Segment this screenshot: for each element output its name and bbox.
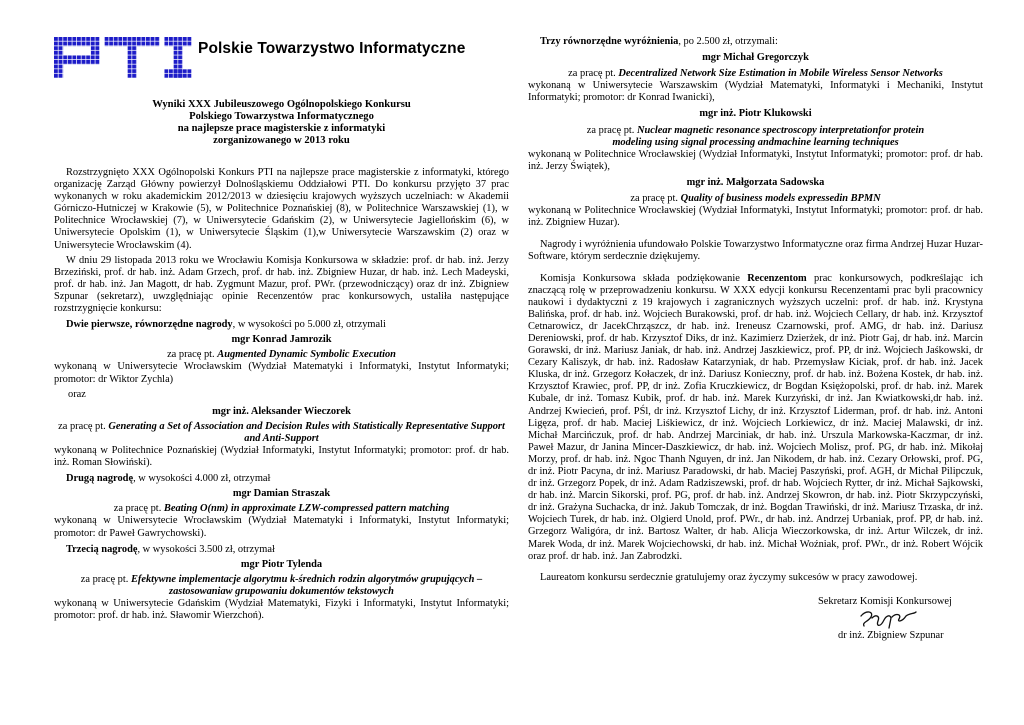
thesis-prefix: za pracę pt. bbox=[80, 573, 129, 585]
thesis-title: Beating O(nm) in approximate LZW-compressed pattern matching bbox=[163, 503, 450, 515]
thesis-title: Augmented Dynamic Symbolic Execution bbox=[217, 349, 396, 361]
reviewers-bold: Recenzentom bbox=[747, 272, 807, 284]
thesis-details: wykonaną w Politechnice Poznańskiej (Wydział Informatyki, Instytut Informatyki; promotor: prof. dr hab. inż. Roman Słowiński). bbox=[54, 444, 509, 469]
thesis-title-line bbox=[528, 125, 983, 149]
reviewers-paragraph bbox=[528, 273, 983, 563]
thesis-details: wykonaną w Uniwersytecie Warszawskim (Wydział Matematyki, Informatyki i Mechaniki, Instytut Informatyki; promotor: dr Konrad Iwanicki), bbox=[528, 80, 983, 104]
signature-block bbox=[528, 596, 983, 642]
winner-name: mgr Piotr Tylenda bbox=[240, 558, 323, 570]
oraz-text: oraz bbox=[68, 388, 86, 400]
thesis-title: Nuclear magnetic resonance spectroscopy interpretationfor protein modeling using signal processing andmachine learning techniques bbox=[612, 124, 925, 148]
thesis-title-line bbox=[528, 193, 983, 205]
pti-logo bbox=[54, 37, 192, 78]
committee-paragraph: W dniu 29 listopada 2013 roku we Wrocławiu Komisja Konkursowa w składzie: prof. dr hab. inż. Jerzy Brzeziński, prof. dr hab. inż. Adam Grzech, prof. dr hab. inż. Zbigniew Huzar, dr hab. inż. Lech Madeyski, prof. dr hab. inż. Jan Magott, dr hab. Zygmunt Mazur, prof. PWr. (przewodniczący) oraz dr inż. Zbigniew Szpunar (sekretarz), uwzględniając opinie Recenzentów prac konkursowych, ustaliła następujące rozstrzygnięcie konkursu: bbox=[54, 254, 509, 315]
title-line: na najlepsze prace magisterskie z informatyki bbox=[177, 123, 386, 135]
title-line: Wyniki XXX Jubileuszowego Ogólnopolskiego Konkursu bbox=[152, 99, 411, 110]
title-line: Polskiego Towarzystwa Informatycznego bbox=[189, 111, 374, 123]
second-prize-label: Drugą nagrodę bbox=[66, 473, 134, 485]
org-name: Polskie Towarzystwo Informatyczne bbox=[198, 40, 466, 58]
thesis-details: wykonaną w Uniwersytecie Wrocławskim (Wydział Matematyki i Informatyki, Instytut Informatyki; promotor: dr Wiktor Zychla) bbox=[54, 361, 509, 385]
honors-heading bbox=[528, 36, 983, 48]
second-prize-amount: , w wysokości 4.000 zł, otrzymał bbox=[133, 473, 271, 485]
third-prize-amount: , w wysokości 3.500 zł, otrzymał bbox=[137, 543, 275, 555]
left-body bbox=[54, 167, 509, 622]
handwritten-signature bbox=[858, 608, 918, 630]
thesis-title-line bbox=[54, 421, 509, 445]
winner-name: mgr Damian Straszak bbox=[232, 488, 331, 500]
thesis-title: Decentralized Network Size Estimation in Mobile Wireless Sensor Networks bbox=[618, 68, 943, 80]
thesis-details: wykonaną w Uniwersytecie Wrocławskim (Wydział Matematyki i Informatyki, Instytut Informatyki; promotor: dr Paweł Gawrychowski). bbox=[54, 515, 509, 539]
winner-name: mgr Konrad Jamrozik bbox=[231, 334, 332, 346]
document-title bbox=[54, 99, 509, 147]
intro-paragraph: Rozstrzygnięto XXX Ogólnopolski Konkurs PTI na najlepsze prace magisterskie z informatyki, którego organizację Zarząd Główny powierzył Dolnośląskiemu Oddziałowi PTI. Do konkursu przyjęto 37 prac wykonanych w roku akademickim 2012/2013 w dziesięciu krajowych wyższych uczelniach: w Akademii Górniczo-Hutniczej w Krakowie (5), w Politechnice Poznańskiej (8), w Politechnice Warszawskiej (1), w Politechnice Wrocławskiej (7), w Uniwersytecie Gdańskim (2), w Uniwersytecie Jagiellońskim (6), w Uniwersytecie Opolskim (1), w Uniwersytecie Śląskim (1),w Uniwersytecie Warszawskim (2) oraz w Uniwersytecie Wrocławskim (4). bbox=[54, 167, 509, 251]
title-line: zorganizowanego w 2013 roku bbox=[213, 135, 350, 147]
winner-name: mgr inż. Aleksander Wieczorek bbox=[212, 405, 351, 417]
honors-label: Trzy równorzędne wyróżnienia bbox=[540, 36, 679, 47]
second-prize-heading bbox=[54, 473, 509, 485]
thesis-details: wykonaną w Politechnice Wrocławskiej (Wydział Informatyki, Instytut Informatyki; promotor: prof. dr hab. inż. Jerzy Świątek), bbox=[528, 148, 983, 172]
signature-name: dr inż. Zbigniew Szpunar bbox=[838, 629, 944, 641]
thesis-title-line bbox=[528, 68, 983, 80]
thesis-prefix: za pracę pt. bbox=[568, 68, 616, 80]
thesis-title-line bbox=[54, 574, 509, 598]
thesis-title: Quality of business models expressedin BPMN bbox=[680, 193, 881, 205]
honoree-name: mgr inż. Piotr Klukowski bbox=[699, 108, 812, 120]
third-prize-label: Trzecią nagrodę bbox=[66, 543, 138, 555]
reviewers-text-start: Komisja Konkursowa składa podziękowanie bbox=[540, 272, 748, 284]
honoree-name: mgr Michał Gregorczyk bbox=[702, 52, 809, 64]
first-prize-label: Dwie pierwsze, równorzędne nagrody bbox=[66, 319, 233, 331]
first-prize-amount: , w wysokości po 5.000 zł, otrzymali bbox=[232, 319, 386, 331]
thesis-prefix: za pracę pt. bbox=[167, 349, 215, 361]
honors-amount: , po 2.500 zł, otrzymali: bbox=[678, 36, 778, 47]
honoree-name: mgr inż. Małgorzata Sadowska bbox=[686, 176, 825, 188]
right-body bbox=[528, 36, 983, 642]
signature-role: Sekretarz Komisji Konkursowej bbox=[818, 595, 952, 607]
thesis-title-line bbox=[54, 349, 509, 361]
thesis-prefix: za pracę pt. bbox=[630, 193, 678, 205]
thesis-title: Generating a Set of Association and Decision Rules with Statistically Representative Support and Anti-Support bbox=[108, 420, 505, 444]
thesis-prefix: za pracę pt. bbox=[586, 124, 635, 136]
thesis-title: Efektywne implementacje algorytmu k-średnich rodzin algorytmów grupujących – zastosowaniaw grupowaniu dokumentów tekstowych bbox=[130, 573, 483, 597]
closing-paragraph: Laureatom konkursu serdecznie gratulujemy oraz życzymy sukcesów w pracy zawodowej. bbox=[540, 571, 918, 583]
thesis-title-line bbox=[54, 503, 509, 515]
thesis-prefix: za pracę pt. bbox=[58, 420, 106, 432]
header bbox=[54, 37, 465, 78]
thesis-details: wykonaną w Politechnice Wrocławskiej (Wydział Informatyki, Instytut Informatyki; promotor: prof. dr hab. inż. Zbigniew Huzar). bbox=[528, 205, 983, 229]
third-prize-heading bbox=[54, 544, 509, 556]
reviewers-text-rest: prac konkursowych, podkreślając ich znaczącą rolę w przeprowadzeniu konkursu. W XXX edycji konkursu Recenzentami prac byli pracownicy naukowi i dydaktyczni z 19 krajowych i zagranicznych wyższych uczelni: prof. dr hab. inż. Krystyna Balińska, prof. dr hab. inż. Wojciech Burakowski, prof. dr hab. inż. Wojciech Cellary, dr hab. inż. Krzysztof Cetnarowicz, dr JacekChrząszcz, dr hab. inż. Ireneusz Czarnowski, prof. AMG, dr hab. inż. Dariusz Dereniowski, prof. dr hab. Krzysztof Diks, dr inż. Kazimierz Dzierżek, dr inż. Piotr Gaj, dr hab. inż. Marcin Gorawski, dr inż. Mariusz Janiak, dr hab. inż. Andrzej Jaszkiewicz, prof. PP, dr inż. Wojciech Jaśkowski, dr Cezary Kaliszyk, dr hab. inż. Radosław Katarzyniak, dr hab. Przemysław Kiciak, prof. dr hab. inż. Jacek Kluska, dr inż. Grzegorz Kołaczek, dr inż. Dariusz Konieczny, prof. dr hab. inż. Bożena Kostek, dr hab. inż. Krzysztof Krawiec, prof. PP, dr inż. Zofia Kruczkiewicz, dr Bogdan Księżopolski, prof. dr hab. inż. Marek Kubale, dr inż. Tomasz Kubik, prof. dr hab. inż. Marek Kurzyński, dr inż. Jan Kwiatkowski,dr hab. inż. Andrzej Kwiecień, prof. PŚl, dr inż. Krzysztof Lichy, dr inż. Krzysztof Liderman, prof. dr hab. inż. Antoni Ligęza, prof. dr hab. Maciej Liśkiewicz, dr inż. Wojciech Lorkiewicz, dr inż. Maciej Malawski, dr inż. Michał Marcińczuk, prof. dr hab. Andrzej Marciniak, dr hab. inż. Urszula Markowska-Kaczmar, dr inż. Paweł Mazur, dr Janina Mincer-Daszkiewicz, dr hab. inż. Wojciech Molisz, prof. PG, dr hab. inż. Mikołaj Morzy, prof. dr hab. inż. Ngoc Thanh Nguyen, dr inż. Jan Nikodem, dr hab. inż. Cezary Orłowski, prof. PG, dr inż. Piotr Pacyna, dr inż. Mariusz Paradowski, dr hab. Maciej Paszyński, prof. AGH, dr Michał Pilipczuk, dr inż. Grzegorz Popek, dr inż. Adam Radziszewski, prof. dr hab. Wojciech Rytter, dr inż. Michał Sajkowski, dr hab. inż. Marcin Sikorski, prof. PG, prof. dr hab. inż. Andrzej Skowron, dr hab. inż. Piotr Skrzypczyński, dr inż. Grażyna Suchacka, dr inż. Jakub Tomczak, dr inż. Bogdan Trawiński, dr inż. Mariusz Trzaska, dr inż. Wojciech Turek, dr hab. inż. Olgierd Unold, prof. PWr., dr hab. inż. Andrzej Urbaniak, prof. PP, dr hab. inż. Grzegorz Waligóra, dr inż. Bartosz Walter, dr hab. Alicja Wieczorkowska, dr inż. Artur Wilczek, dr inż. Marek Woda, dr inż. Marek Wojciechowski, dr hab. inż. Michał Woźniak, prof. PWr., dr inż. Robert Wójcik oraz prof. dr hab. inż. Jan Zabrodzki. bbox=[528, 272, 983, 562]
funding-paragraph: Nagrody i wyróżnienia ufundowało Polskie Towarzystwo Informatyczne oraz firma Andrzej Huzar Huzar-Software, którym serdecznie dziękujemy. bbox=[528, 239, 983, 263]
thesis-details: wykonaną w Uniwersytecie Gdańskim (Wydział Matematyki, Fizyki i Informatyki, Instytut Informatyki; promotor: prof. dr hab. inż. Sławomir Wierzchoń). bbox=[54, 598, 509, 622]
first-prize-heading bbox=[54, 319, 509, 331]
thesis-prefix: za pracę pt. bbox=[113, 503, 162, 515]
